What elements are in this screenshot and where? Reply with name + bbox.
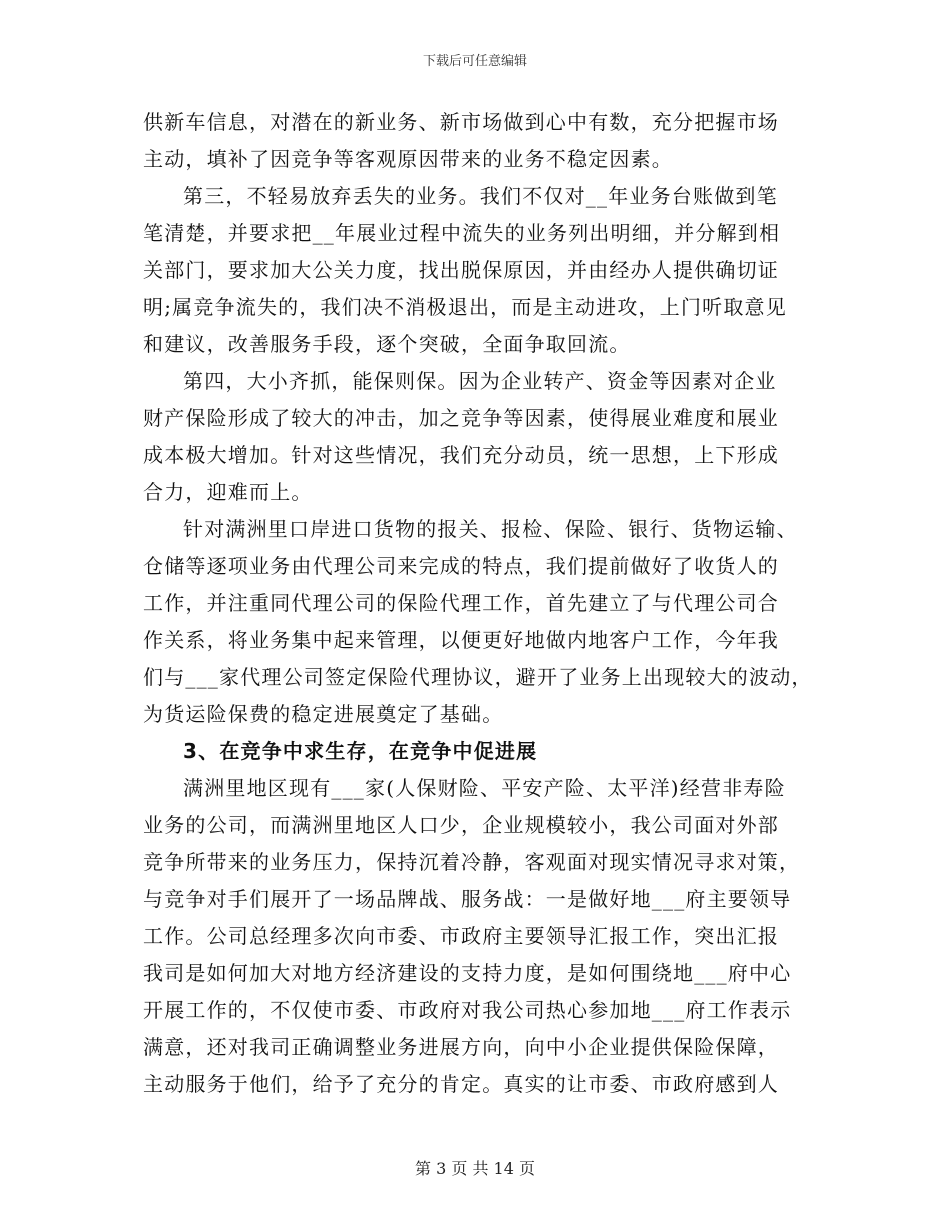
text-line: 开展工作的，不仅使市委、市政府对我公司热心参加地___府工作表示 bbox=[143, 998, 792, 1022]
text-line: 主动服务于他们，给予了充分的肯定。真实的让市委、市政府感到人 bbox=[143, 1072, 779, 1096]
document-body bbox=[143, 104, 818, 1103]
text-line: 合力，迎难而上。 bbox=[143, 480, 313, 504]
text-line: 供新车信息，对潜在的新业务、新市场做到心中有数，充分把握市场 bbox=[143, 110, 779, 134]
text-line: 仓储等逐项业务由代理公司来完成的特点，我们提前做好了收货人的 bbox=[143, 554, 779, 578]
text-line: 针对满洲里口岸进口货物的报关、报检、保险、银行、货物运输、 bbox=[183, 517, 798, 541]
text-line: 作关系，将业务集中起来管理，以便更好地做内地客户工作，今年我 bbox=[143, 628, 779, 652]
text-line: 和建议，改善服务手段，逐个突破，全面争取回流。 bbox=[143, 332, 631, 356]
text-line: 与竞争对手们展开了一场品牌战、服务战：一是做好地___府主要领导 bbox=[143, 887, 792, 911]
text-line: 工作。公司总经理多次向市委、市政府主要领导汇报工作，突出汇报 bbox=[143, 924, 779, 948]
text-line: 竞争所带来的业务压力，保持沉着冷静，客观面对现实情况寻求对策， bbox=[143, 850, 801, 874]
text-line: 财产保险形成了较大的冲击，加之竞争等因素，使得展业难度和展业 bbox=[143, 406, 779, 430]
text-line: 第四，大小齐抓，能保则保。因为企业转产、资金等因素对企业 bbox=[183, 369, 777, 393]
text-line: 笔清楚，并要求把__年展业过程中流失的业务列出明细，并分解到相 bbox=[143, 221, 781, 245]
text-line: 明;属竞争流失的，我们决不消极退出，而是主动进攻，上门听取意见 bbox=[143, 295, 787, 319]
page-header: 下载后可任意编辑 bbox=[422, 54, 527, 69]
text-line: 业务的公司，而满洲里地区人口少，企业规模较小，我公司面对外部 bbox=[143, 813, 779, 837]
text-line: 第三，不轻易放弃丢失的业务。我们不仅对__年业务台账做到笔 bbox=[183, 184, 778, 208]
text-line: 满洲里地区现有___家(人保财险、平安产险、太平洋)经营非寿险 bbox=[183, 776, 786, 800]
text-line: 工作，并注重同代理公司的保险代理工作，首先建立了与代理公司合 bbox=[143, 591, 779, 615]
text-line: 满意，还对我司正确调整业务进展方向，向中小企业提供保险保障， bbox=[143, 1035, 779, 1059]
page-number: 第 3 页 共 14 页 bbox=[415, 1159, 535, 1178]
text-line: 我司是如何加大对地方经济建设的支持力度，是如何围绕地___府中心 bbox=[143, 961, 792, 985]
text-line: 为货运险保费的稳定进展奠定了基础。 bbox=[143, 702, 504, 726]
text-line: 关部门，要求加大公关力度，找出脱保原因，并由经办人提供确切证 bbox=[143, 258, 779, 282]
text-line: 们与___家代理公司签定保险代理协议，避开了业务上出现较大的波动， bbox=[143, 665, 813, 689]
section-heading: 3、在竞争中求生存，在竞争中促进展 bbox=[183, 739, 538, 763]
text-line: 主动，填补了因竞争等客观原因带来的业务不稳定因素。 bbox=[143, 147, 673, 171]
text-line: 成本极大增加。针对这些情况，我们充分动员，统一思想，上下形成 bbox=[143, 443, 779, 467]
